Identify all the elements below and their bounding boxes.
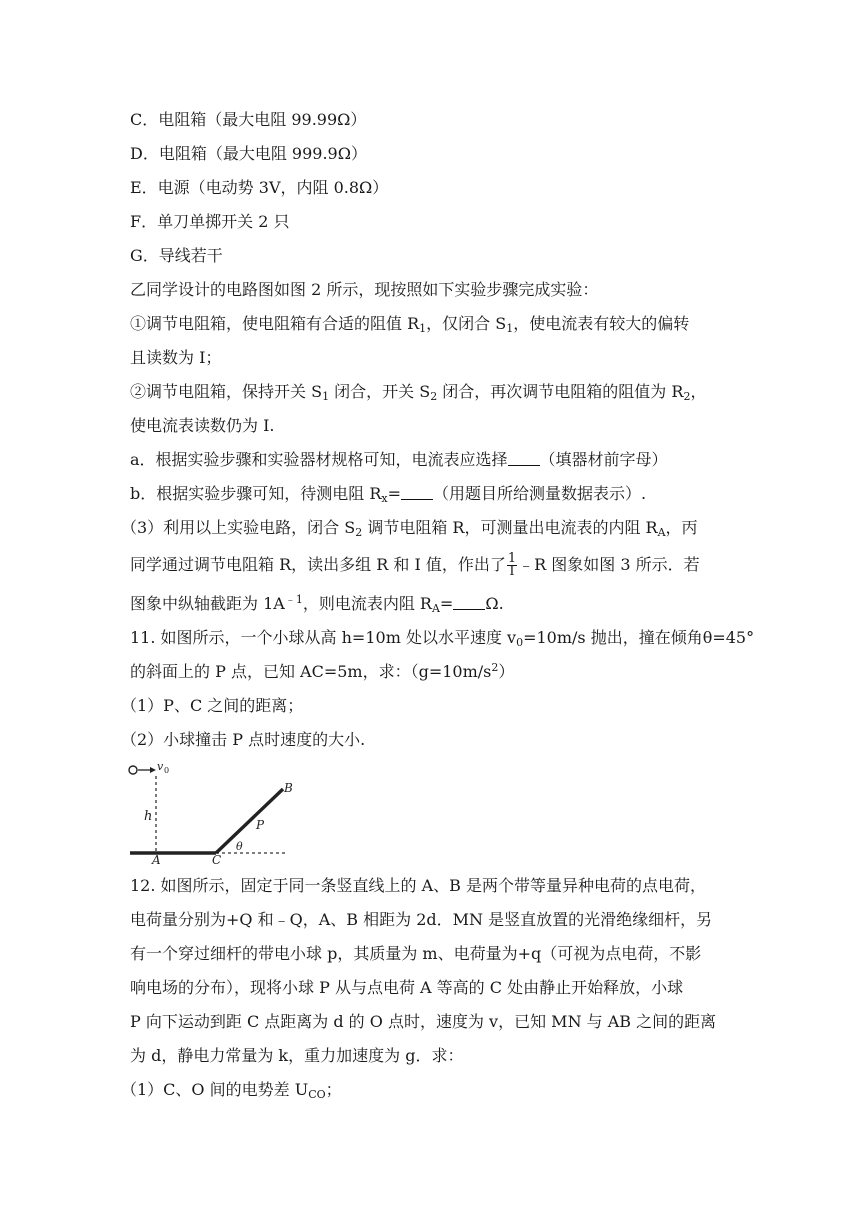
question-11-part-1: （1）P、C 之间的距离； (121, 696, 304, 715)
step-1-line: ①调节电阻箱，使电阻箱有合适的阻值 $R_1$，仅闭合 $S_1$，使电流表有较大的偏转 (130, 314, 690, 335)
question-11-line-2: 的斜面上的 P 点，已知 AC=5m，求：$(g=10m/s^2)$ (130, 661, 515, 681)
option-g: G．导线若干 (130, 246, 223, 265)
ball-icon (129, 766, 137, 774)
label-v: v (157, 760, 164, 773)
incline-diagram (128, 756, 298, 864)
step-2-line-2: 使电流表读数仍为 I. (130, 416, 275, 435)
part-3-line-3: 图象中纵轴截距为 $1A^{﹣1}$，则电流表内阻 $R_A= \Omega$. (130, 593, 504, 615)
step-1-line-2: 且读数为 I； (130, 348, 222, 367)
option-f: F．单刀单掷开关 2 只 (130, 212, 290, 231)
question-12-part-1: （1）C、O 间的电势差 $U_{CO}$； (121, 1080, 342, 1101)
label-v-sub: 0 (164, 766, 170, 775)
label-p: P (256, 818, 265, 832)
label-theta: θ (236, 840, 243, 853)
answer-blank[interactable] (401, 485, 433, 500)
question-12-line-6: 为 d，静电力常量为 k，重力加速度为 g．求： (130, 1046, 464, 1065)
answer-blank[interactable] (508, 451, 540, 466)
option-d: D．电阻箱（最大电阻 999.9Ω） (130, 144, 367, 163)
question-b: b．根据实验步骤可知，待测电阻 $R_x=$ （用题目所给测量数据表示）. (130, 484, 647, 505)
velocity-arrowhead (150, 767, 156, 773)
label-b: B (284, 781, 293, 795)
incline-bc (216, 789, 283, 853)
option-c: C．电阻箱（最大电阻 99.99Ω） (130, 110, 367, 129)
step-2-line: ②调节电阻箱，保持开关 $S_1$ 闭合，开关 $S_2$ 闭合，再次调节电阻箱的阻值为 $R_2$， (130, 382, 707, 403)
question-11-part-2: （2）小球撞击 P 点时速度的大小. (121, 730, 366, 749)
question-12-line-2: 电荷量分别为+Q 和﹣Q，A、B 相距为 2d．MN 是竖直放置的光滑绝缘细杆，另 (130, 910, 713, 929)
label-h: h (144, 809, 153, 824)
part-3-line: （3）利用以上实验电路，闭合 $S_2$ 调节电阻箱 R，可测量出电流表的内阻 $R_A$，丙 (121, 518, 698, 539)
question-12-line-5: P 向下运动到距 C 点距离为 d 的 O 点时，速度为 v，已知 MN 与 AB 之间的距离 (130, 1012, 717, 1031)
part-3-line-2: 同学通过调节电阻箱 R，读出多组 R 和 I 值，作出了 $\frac{1}{I}$ ﹣R 图象如图 3 所示．若 (130, 551, 700, 579)
question-12-line-3: 有一个穿过细杆的带电小球 p，其质量为 m、电荷量为+q（可视为点电荷，不影 (130, 944, 702, 963)
label-a: A (152, 853, 161, 864)
question-11-line: 11. 如图所示，一个小球从高 h=10m 处以水平速度 $v_0=10m/s$ 抛出，撞在倾角θ=45° (130, 628, 755, 649)
option-e: E．电源（电动势 3V，内阻 0.8Ω） (130, 178, 389, 197)
answer-blank[interactable] (453, 595, 485, 610)
question-a: a．根据实验步骤和实验器材规格可知，电流表应选择 （填器材前字母） (130, 450, 668, 469)
question-12-line-4: 响电场的分布），现将小球 P 从与点电荷 A 等高的 C 处由静止开始释放，小球 (130, 978, 684, 997)
paragraph-line: 乙同学设计的电路图如图 2 所示，现按照如下实验步骤完成实验： (130, 280, 599, 299)
question-12-line: 12. 如图所示，固定于同一条竖直线上的 A、B 是两个带等量异种电荷的点电荷， (130, 876, 707, 895)
label-c: C (212, 853, 222, 864)
fraction-1-over-i: $\frac{1}{I}$ (507, 551, 517, 579)
projectile-incline-figure (128, 756, 298, 864)
